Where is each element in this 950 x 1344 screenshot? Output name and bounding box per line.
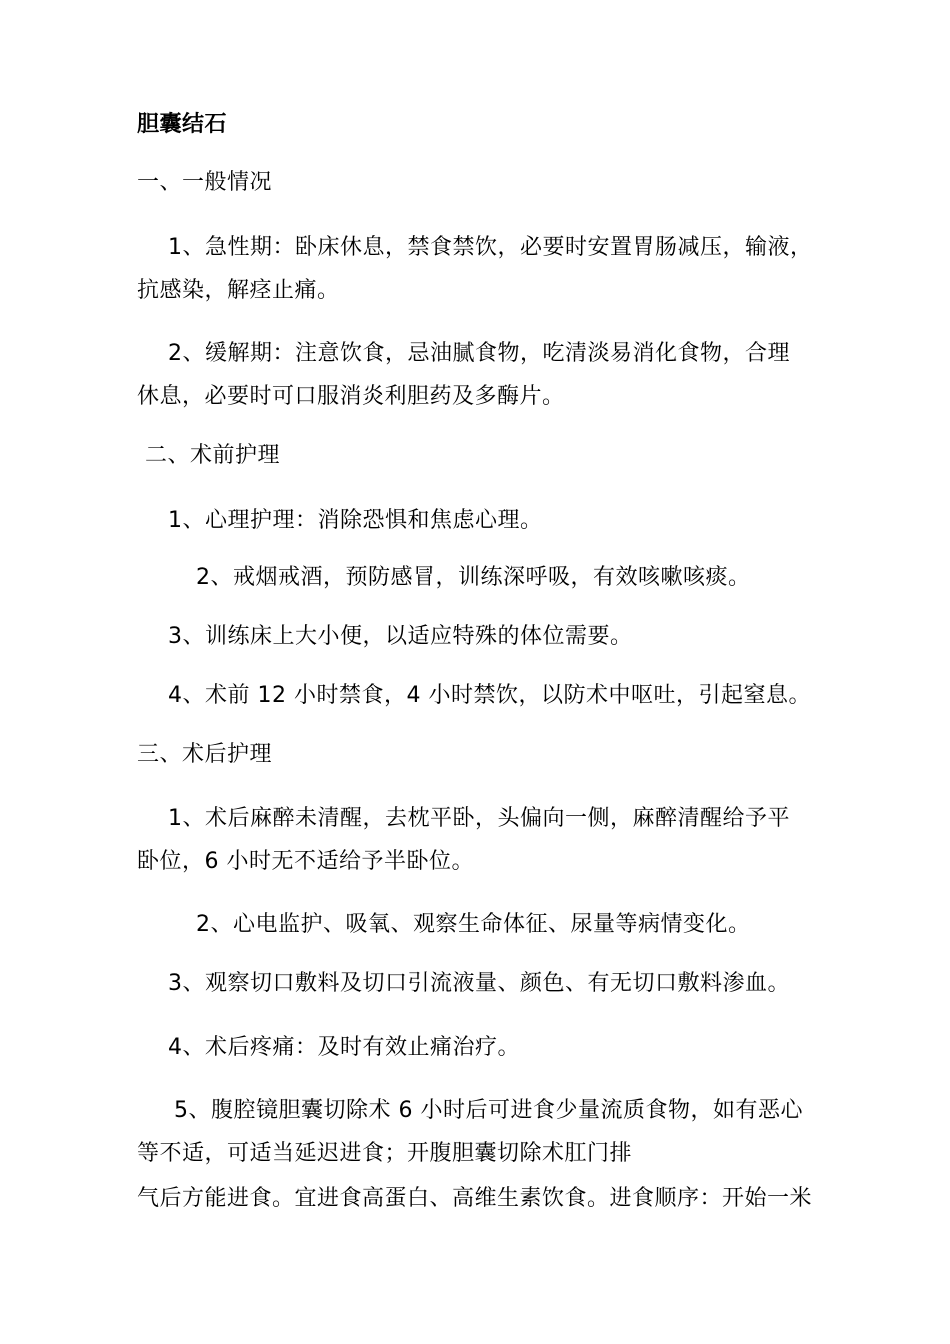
section2-item3: 3、训练床上大小便，以适应特殊的体位需要。 xyxy=(168,624,633,649)
section3-item5-line1: 5、腹腔镜胆囊切除术 6 小时后可进食少量流质食物，如有恶心 xyxy=(174,1098,803,1123)
section2-item4: 4、术前 12 小时禁食，4 小时禁饮，以防术中呕吐，引起窒息。 xyxy=(168,683,811,708)
section1-heading: 一、一般情况 xyxy=(137,170,273,195)
section1-item1-line1: 1、急性期：卧床休息，禁食禁饮，必要时安置胃肠减压，输液， xyxy=(168,235,813,260)
document-title: 胆囊结石 xyxy=(137,112,228,137)
section3-item5-line2: 等不适，可适当延迟进食；开腹胆囊切除术肛门排 xyxy=(137,1141,633,1166)
section3-item4: 4、术后疼痛：及时有效止痛治疗。 xyxy=(168,1035,520,1060)
section3-item1-line2: 卧位，6 小时无不适给予半卧位。 xyxy=(137,849,474,874)
section1-item2-line2: 休息，必要时可口服消炎利胆药及多酶片。 xyxy=(137,384,565,409)
section3-item2: 2、心电监护、吸氧、观察生命体征、尿量等病情变化。 xyxy=(196,912,751,937)
section3-item5-line3: 气后方能进食。宜进食高蛋白、高维生素饮食。进食顺序：开始一米 xyxy=(137,1186,813,1211)
section2-item1: 1、心理护理：消除恐惧和焦虑心理。 xyxy=(168,508,543,533)
section2-item2: 2、戒烟戒酒，预防感冒，训练深呼吸，有效咳嗽咳痰。 xyxy=(196,565,751,590)
section3-item1-line1: 1、术后麻醉未清醒，去枕平卧，头偏向一侧，麻醉清醒给予平 xyxy=(168,806,790,831)
section3-item3: 3、观察切口敷料及切口引流液量、颜色、有无切口敷料渗血。 xyxy=(168,971,790,996)
section1-item2-line1: 2、缓解期：注意饮食，忌油腻食物，吃清淡易消化食物，合理 xyxy=(168,341,790,366)
section3-heading: 三、术后护理 xyxy=(137,742,273,767)
section2-heading: 二、术前护理 xyxy=(145,443,281,468)
section1-item1-line2: 抗感染，解痉止痛。 xyxy=(137,278,340,303)
